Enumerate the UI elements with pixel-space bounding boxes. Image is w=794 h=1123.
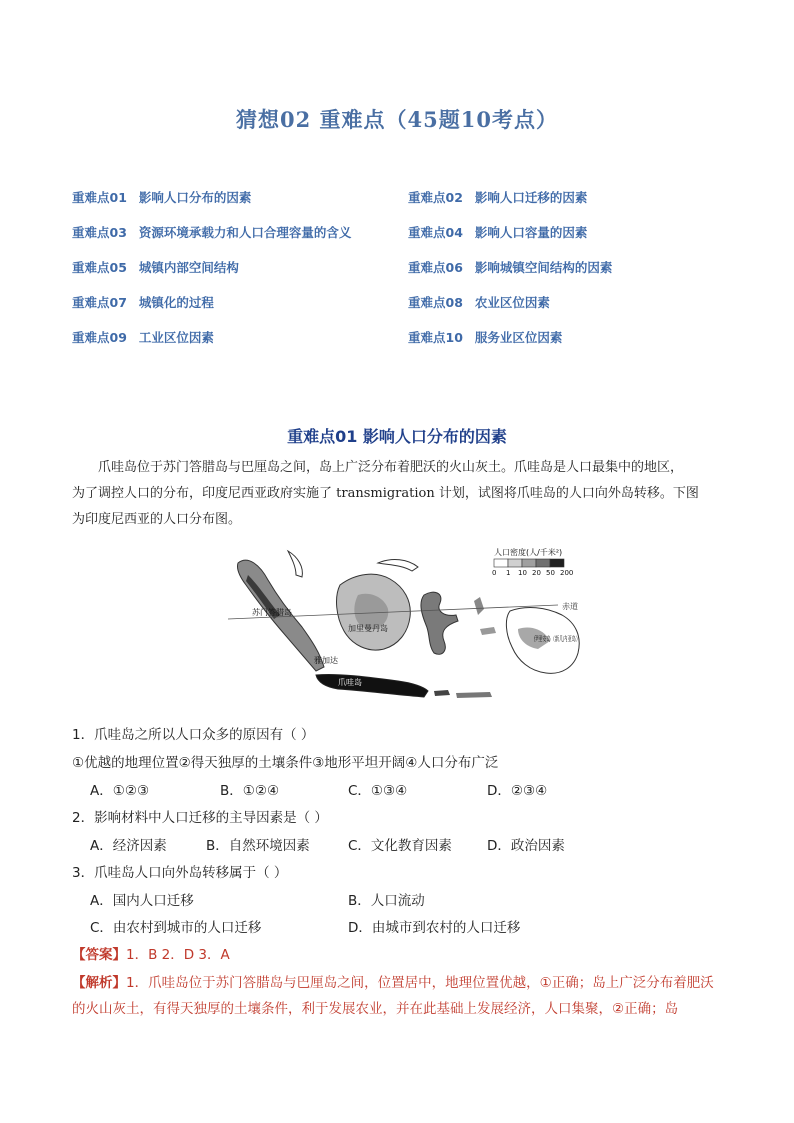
toc-item-06[interactable]: 重难点06 影响城镇空间结构的因素 (408, 260, 613, 275)
intro-line: 爪哇岛位于苏门答腊岛与巴厘岛之间，岛上广泛分布着肥沃的火山灰土。爪哇岛是人口最集中的地区， (98, 460, 684, 475)
page-title: 猜想02 重难点（45题10考点） (236, 107, 558, 132)
q2-option-a[interactable]: A．经济因素 (90, 838, 167, 854)
analysis-text: 1．爪哇岛位于苏门答腊岛与巴厘岛之间，位置居中，地理位置优越，①正确；岛上广泛分布着肥沃的火山灰土，有得天独厚的土壤条件，利于发展农业，并在此基础上发展经济，人口集聚，②正确；岛 (72, 975, 714, 1017)
toc-row (72, 223, 752, 245)
legend-bar (494, 559, 564, 567)
kalimantan-label: 加里曼丹岛 (348, 624, 388, 633)
analysis-paragraph (72, 970, 724, 1022)
java-label: 爪哇岛 (338, 678, 362, 687)
legend-tick: 20 (532, 569, 541, 577)
intro-line: 为了调控人口的分布，印度尼西亚政府实施了 transmigration 计划，试图将爪哇岛的人口向外岛转移。下图 (72, 486, 699, 501)
legend-tick: 10 (518, 569, 527, 577)
q1-option-d[interactable]: D．②③④ (487, 783, 548, 799)
question-3-stem: 3．爪哇岛人口向外岛转移属于（ ） (72, 865, 288, 881)
toc-row (72, 293, 752, 315)
answer-tag: 【答案】 (72, 947, 126, 963)
equator-label: 赤道 (562, 602, 578, 611)
q1-option-a[interactable]: A．①②③ (90, 783, 150, 799)
question-1-stem: 1．爪哇岛之所以人口众多的原因有（ ） (72, 727, 315, 743)
legend-tick: 0 (492, 569, 497, 577)
toc-item-05[interactable]: 重难点05 城镇内部空间结构 (72, 260, 239, 275)
q2-option-c[interactable]: C．文化教育因素 (348, 838, 452, 854)
q3-option-a[interactable]: A．国内人口迁移 (90, 893, 194, 909)
legend-tick: 1 (506, 569, 511, 577)
toc-row (72, 188, 752, 210)
toc-item-10[interactable]: 重难点10 服务业区位因素 (408, 330, 563, 345)
q2-option-b[interactable]: B．自然环境因素 (206, 838, 310, 854)
toc-row (72, 258, 752, 280)
section-title: 重难点01 影响人口分布的因素 (287, 427, 507, 446)
q1-option-c[interactable]: C．①③④ (348, 783, 408, 799)
q1-option-b[interactable]: B．①②④ (220, 783, 280, 799)
toc-item-02[interactable]: 重难点02 影响人口迁移的因素 (408, 190, 588, 205)
answer-line (72, 943, 230, 963)
legend-title: 人口密度(人/千米²) (494, 548, 563, 557)
legend-tick: 200 (560, 569, 574, 577)
sumatra-label: 苏门答腊岛 (252, 608, 292, 617)
jakarta-label: 雅加达 (314, 656, 338, 665)
toc-item-08[interactable]: 重难点08 农业区位因素 (408, 295, 550, 310)
q3-option-c[interactable]: C．由农村到城市的人口迁移 (90, 920, 262, 936)
toc-row (72, 328, 752, 350)
toc-item-01[interactable]: 重难点01 影响人口分布的因素 (72, 190, 252, 205)
analysis-tag: 【解析】 (72, 975, 126, 991)
intro-line: 为印度尼西亚的人口分布图。 (72, 512, 242, 527)
toc-item-03[interactable]: 重难点03 资源环境承载力和人口合理容量的含义 (72, 225, 352, 240)
legend-tick: 50 (546, 569, 555, 577)
intro-paragraph (72, 455, 722, 533)
indonesia-map-svg (228, 545, 611, 713)
question-1-statements: ①优越的地理位置②得天独厚的土壤条件③地形平坦开阔④人口分布广泛 (72, 755, 499, 771)
irian-label: 伊里安岛（新几内亚岛） (534, 635, 611, 643)
q3-option-d[interactable]: D．由城市到农村的人口迁移 (348, 920, 521, 936)
answer-text: 1．B 2．D 3．A (126, 947, 230, 963)
question-2-stem: 2．影响材料中人口迁移的主导因素是（ ） (72, 810, 328, 826)
toc-item-09[interactable]: 重难点09 工业区位因素 (72, 330, 214, 345)
population-map (228, 545, 611, 713)
q2-option-d[interactable]: D．政治因素 (487, 838, 565, 854)
q3-option-b[interactable]: B．人口流动 (348, 893, 425, 909)
toc-item-07[interactable]: 重难点07 城镇化的过程 (72, 295, 214, 310)
toc-item-04[interactable]: 重难点04 影响人口容量的因素 (408, 225, 588, 240)
